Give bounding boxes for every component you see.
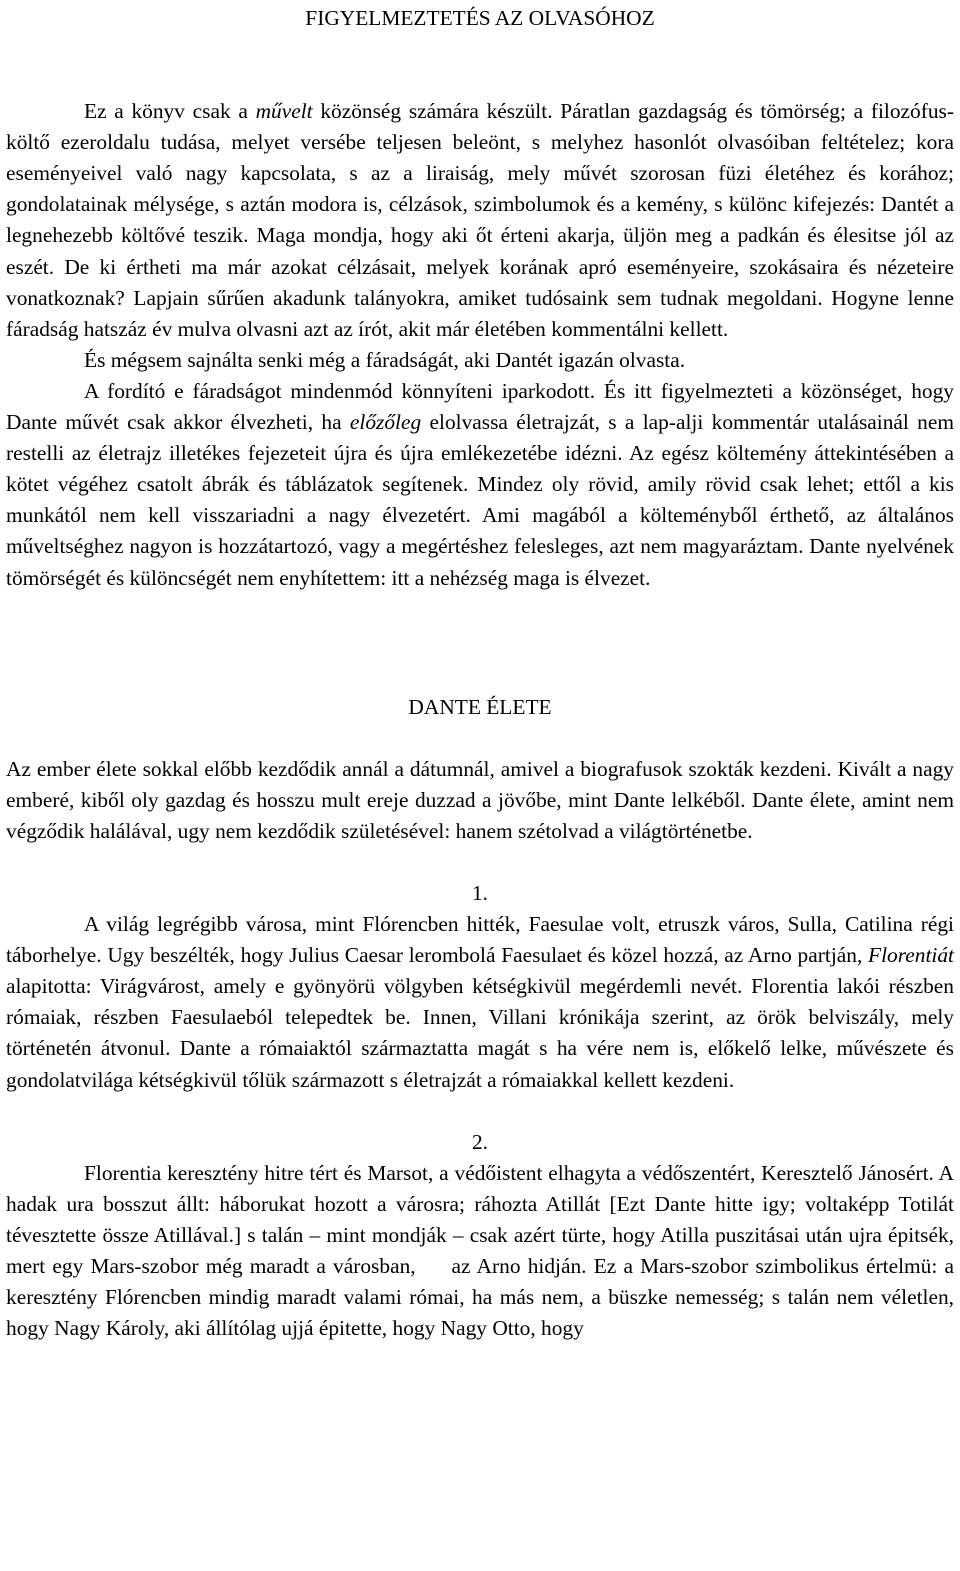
- section-2-paragraph: Florentia keresztény hitre tért és Marsot, a védőistent elhagyta a védőszentért, Keresztelő Jánosért. A hadak ura bosszut állt: háborukat hozott a városra; ráhozta Atillát [Ezt Dante hitte igy; voltaképp Totilát tévesztette össze Atillával.] s talán – mint mondják – csak azért türte, hogy Atilla puszitásai után ujra épitsék, mert egy Mars-szobor még maradt a városban, az Arno hidján. Ez a Mars-szobor szimbolikus értelmü: a keresztény Flórencben mindig maradt valami római, ha más nem, a büszke nemesség; s talán nem véletlen, hogy Nagy Károly, aki állítólag ujjá épitette, hogy Nagy Otto, hogy: [6, 1160, 960, 1341]
- text-run: Ez a könyv csak a: [84, 99, 256, 124]
- warning-paragraph-1: [6, 96, 954, 345]
- italic-word: előzőleg: [349, 410, 422, 435]
- warning-title: FIGYELMEZTETÉS AZ OLVASÓHOZ: [305, 6, 655, 30]
- section-number-1: 1.: [471, 880, 489, 905]
- section-1-paragraph: [6, 909, 954, 1096]
- text-run: elolvassa életrajzát, s a lap-alji kommentár utalásainál nem restelli az életrajz illetékes fejezeteit újra és újra emlékezetébe idézni. Az egész költemény áttekintésében a kötet végéhez csatolt ábrák és táblázatok segítenek. Mindez oly rövid, amily rövid csak lehet; ettől a kis munkától nem kell visszariadni a nagy élvezetért. Ami magából a költeményből érthető, az általános műveltséghez nagyon is hozzátartozó, vagy a megértéshez felesleges, azt nem magyaráztam. Dante nyelvének tömörségét és különcségét nem enyhítettem: itt a nehézség maga is élvezet.: [6, 410, 954, 590]
- spacer: [6, 723, 954, 754]
- text-run: A világ legrégibb városa, mint Flórencben hitték, Faesulae volt, etruszk város, Sulla, Catilina régi táborhelye. Ugy beszélték, hogy Julius Caesar lerombolá Faesulaet és közel hozzá, az Arno partján,: [6, 912, 954, 968]
- italic-word: művelt: [255, 99, 313, 124]
- text-run: közönség számára készült. Páratlan gazdagság és tömörség; a filozófus-költő ezeroldalu tudása, melyet versébe teljesen beleönt, s melyhez hasonlót olvasóiban feltételez; kora eseményeivel való nagy kapcsolata, s az a liraiság, mely művét szorosan füzi életéhez és korához; gondolatainak mélysége, s aztán modora is, célzások, szimbolumok és a kemény, s különc kifejezés: Dantét a legnehezebb költővé teszik. Maga mondja, hogy aki őt érteni akarja, üljön meg a padkán és élesitse jól az eszét. De ki értheti ma már azokat célzásait, melyek korának apró eseményeire, szokásaira és nézeteire vonatkoznak? Lapjain sűrűen akadunk talányokra, amiket tudósaink sem tudnak megoldani. Hogyne lenne fáradság hatszáz év mulva olvasni azt az írót, akit már életében kommentálni kellett.: [6, 99, 954, 341]
- spacer: [6, 34, 954, 96]
- warning-paragraph-3: [6, 376, 954, 594]
- spacer: [6, 1096, 954, 1127]
- life-title: DANTE ÉLETE: [408, 694, 552, 719]
- section-number-2: 2.: [471, 1129, 489, 1154]
- text-run: A fordító e fáradságot mindenmód könnyíteni iparkodott. És itt figyelmezteti a közönséget, hogy Dante művét csak akkor élvezheti, ha: [6, 378, 954, 435]
- spacer: [6, 661, 954, 692]
- spacer: [6, 594, 954, 661]
- spacer: [6, 847, 954, 878]
- text-run: alapitotta: Virágvárost, amely e gyönyörü völgyben kétségkivül megérdemli nevét. Florentia lakói részben rómaiak, részben Faesulaeból telepedtek be. Innen, Villani krónikája szerint, az örök belviszály, mely történetén átvonul. Dante a rómaiaktól származtatta magát s ha vére nem is, előkelő lelke, művészete és gondolatvilága kétségkivül tőlük származott s életrajzát a rómaiakkal kellett kezdeni.: [6, 974, 954, 1092]
- warning-paragraph-2: És mégsem sajnálta senki még a fáradságát, aki Dantét igazán olvasta.: [84, 347, 686, 372]
- life-intro-paragraph: Az ember élete sokkal előbb kezdődik annál a dátumnál, amivel a biografusok szokták kezdeni. Kivált a nagy emberé, kiből oly gazdag és hosszu mult ereje duzzad a jövőbe, mint Dante lelkéből. Dante élete, amint nem végződik halálával, ugy nem kezdődik születésével: hanem szétolvad a világtörténetbe.: [6, 756, 954, 843]
- italic-word: Florentiát: [868, 943, 954, 968]
